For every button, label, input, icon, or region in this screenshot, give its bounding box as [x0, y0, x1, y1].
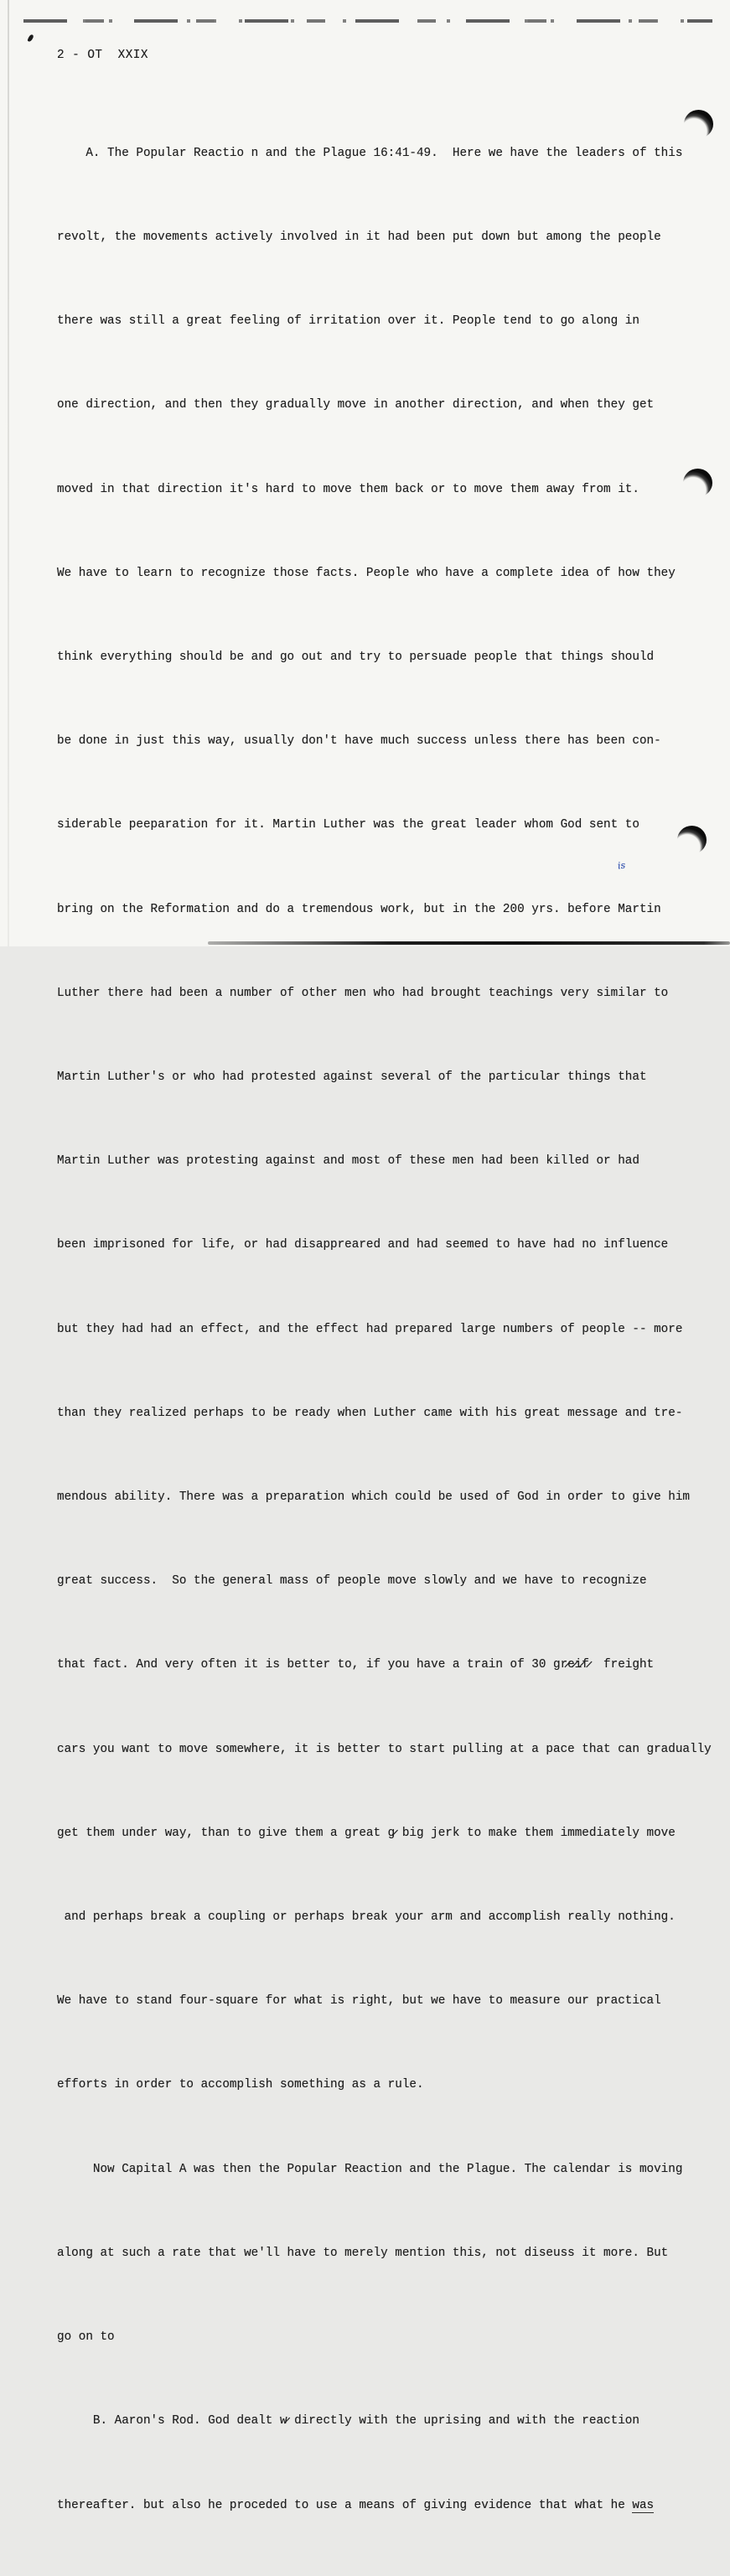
text-line: along at such a rate that we'll have to merely mention this, not diseuss it more. But: [57, 2246, 669, 2260]
corrected-word: was: [632, 2498, 655, 2512]
text-line: mendous ability. There was a preparation which could be used of God in order to give him: [57, 1490, 690, 1505]
text-line: be done in just this way, usually don't have much success unless there has been con-: [57, 734, 661, 749]
handwritten-correction: is: [617, 859, 626, 872]
text-line: great success. So the general mass of people move slowly and we have to recognize: [57, 1574, 647, 1589]
typewritten-body: [57, 84, 719, 2576]
text-line: that fact. And very often it is better to, if you have a train of 30 gr̷e̷i̷f̷ freight: [57, 1658, 655, 1672]
text-line: bring on the Reformation and do a tremendous work, but in the 200 yrs. before Martin: [57, 902, 661, 916]
final-line-prefix: thereafter. but also he proceded to use a means of giving evidence that what he: [57, 2498, 633, 2512]
bottom-scan-line-artifact: [208, 941, 730, 945]
text-line: one direction, and then they gradually move in another direction, and when they get: [57, 398, 655, 412]
text-line: Martin Luther was protesting against and most of these men had been killed or had: [57, 1154, 639, 1169]
text-line: Martin Luther's or who had protested against several of the particular things that: [57, 1070, 647, 1085]
text-line: We have to stand four-square for what is right, but we have to measure our practical: [57, 1994, 661, 2008]
page-curl-mark: [683, 469, 712, 497]
text-line: moved in that direction it's hard to move them back or to move them away from it.: [57, 482, 639, 496]
text-line: efforts in order to accomplish something as a rule.: [57, 2078, 424, 2092]
page-curl-mark: [677, 826, 707, 854]
text-line: go on to: [57, 2330, 115, 2345]
text-line-final: [57, 2492, 719, 2520]
text-line: but they had had an effect, and the effect had prepared large numbers of people -- more: [57, 1322, 683, 1336]
text-line: siderable peeparation for it. Martin Luther was the great leader whom God sent to: [57, 818, 639, 832]
text-line: than they realized perhaps to be ready when Luther came with his great message and tre-: [57, 1406, 683, 1420]
text-line: think everything should be and go out and try to persuade people that things should: [57, 650, 655, 665]
text-line: revolt, the movements actively involved in it had been put down but among the people: [57, 231, 661, 245]
text-line: We have to learn to recognize those facts. People who have a complete idea of how they: [57, 566, 676, 580]
page-curl-mark: [684, 110, 713, 138]
text-line: Luther there had been a number of other men who had brought teachings very similar to: [57, 986, 669, 1000]
text-line: B. Aaron's Rod. God dealt w̷ directly with the uprising and with the reaction: [57, 2414, 639, 2428]
text-line: get them under way, than to give them a great g̷ big jerk to make them immediately move: [57, 1826, 676, 1840]
top-scan-line-artifact: [23, 19, 712, 23]
text-line: A. The Popular Reactio n and the Plague 16:41-49. Here we have the leaders of this: [57, 146, 683, 160]
text-line: there was still a great feeling of irritation over it. People tend to go along in: [57, 314, 639, 329]
text-line: been imprisoned for life, or had disappreared and had seemed to have had no influence: [57, 1238, 669, 1252]
ink-speck-mark: [27, 34, 34, 42]
scan-edge-shadow: [8, 0, 9, 946]
text-line: cars you want to move somewhere, it is better to start pulling at a pace that can gradually: [57, 1742, 712, 1756]
page-header: 2 - OT XXIX: [57, 49, 148, 62]
text-line: Now Capital A was then the Popular Reaction and the Plague. The calendar is moving: [57, 2162, 683, 2176]
text-line: and perhaps break a coupling or perhaps break your arm and accomplish really nothing.: [57, 1910, 676, 1925]
